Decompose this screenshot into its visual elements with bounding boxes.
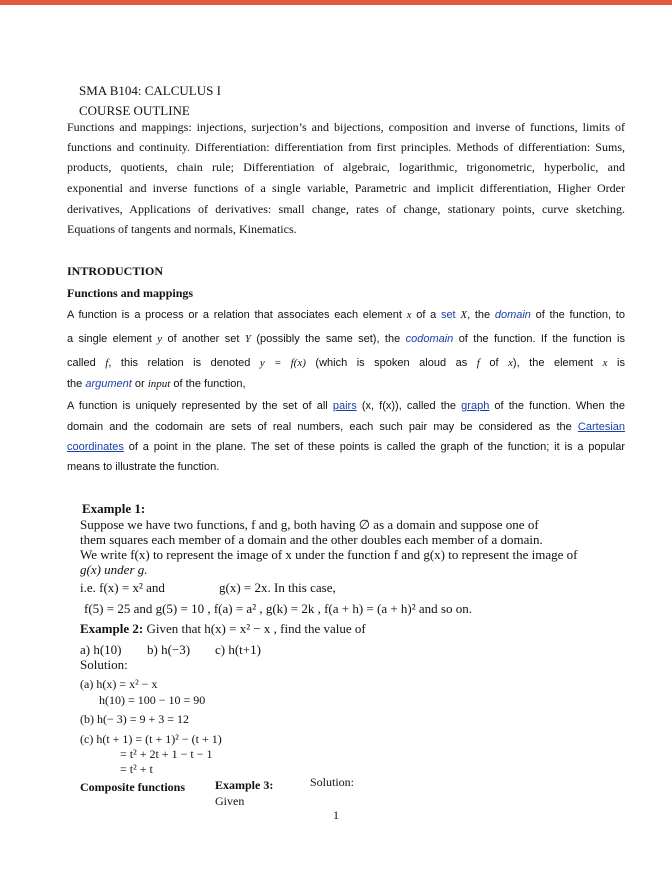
intro-p1-line4: the argument or input of the function, [67, 378, 246, 390]
example2-part-b: b) h(−3) [147, 642, 191, 657]
solution-step: (a) h(x) = x² − x [80, 677, 158, 691]
outline-line: exponential and inverse functions of a single variable, Parametric and implicit differentiation, Higher Order [67, 181, 625, 195]
outline-heading: COURSE OUTLINE [79, 103, 190, 118]
domain-term: domain [494, 309, 531, 321]
example1-title: Example 1: [82, 501, 146, 516]
solution-label: Solution: [80, 657, 128, 672]
example2-title: Example 2: [80, 621, 144, 636]
intro-p1-line2: a single element y of another set Y (possibly the same set), the codomain of the function. If the function is [67, 333, 625, 345]
intro-p1-line3: called f, this relation is denoted y = f(x) (which is spoken aloud as f of x), the element x is [67, 357, 625, 369]
coordinates-link[interactable]: coordinates [67, 441, 124, 453]
example3-solution: Solution: [310, 775, 355, 789]
intro-heading: INTRODUCTION [67, 264, 164, 278]
pairs-link[interactable]: pairs [332, 400, 357, 412]
example3-title: Example 3: [215, 778, 274, 792]
argument-term: argument [85, 378, 132, 390]
outline-line: derivatives, Applications of derivatives: small change, rates of change, stationary points, curve sketching. [67, 202, 625, 216]
example2-header [80, 621, 366, 637]
solution-step: h(10) = 100 − 10 = 90 [99, 693, 206, 707]
example1-line: We write f(x) to represent the image of x under the function f and g(x) to represent the image of [80, 547, 578, 562]
example1-values: f(5) = 25 and g(5) = 10 , f(a) = a² , g(k) = 2k , f(a + h) = (a + h)² and so on. [84, 601, 472, 616]
outline-line: Functions and mappings: injections, surjection’s and bijections, composition and inverse of functions, limits of [67, 120, 625, 134]
intro-p1-line1: A function is a process or a relation that associates each element x of a set X, the domain of the function, to [67, 309, 625, 321]
course-code: SMA B104: CALCULUS I [79, 83, 221, 98]
example3-given: Given [215, 794, 245, 808]
solution-step: (c) h(t + 1) = (t + 1)² − (t + 1) [80, 732, 222, 746]
example1-ie-a: i.e. f(x) = x² and [80, 580, 165, 595]
example2-part-c: c) h(t+1) [215, 642, 261, 657]
intro-p2-line2: domain and the codomain are sets of real numbers, each such pair may be considered as the Cartesian [67, 421, 625, 433]
page-number: 1 [333, 808, 339, 822]
intro-subheading: Functions and mappings [67, 286, 194, 300]
solution-step: = t² + 2t + 1 − t − 1 [120, 747, 213, 761]
graph-link[interactable]: graph [461, 400, 490, 412]
intro-p2-line4: means to illustrate the function. [67, 461, 220, 473]
solution-step: = t² + t [120, 762, 153, 776]
set-link[interactable]: set [440, 309, 456, 321]
example2-part-a: a) h(10) [80, 642, 122, 657]
outline-line: functions and continuity. Differentiation: differentiation from first principles. Methods of differentiation: Sums, [67, 140, 625, 154]
example1-line: Suppose we have two functions, f and g, both having ∅ as a domain and suppose one of [80, 517, 539, 532]
example1-ie-b: g(x) = 2x. In this case, [219, 580, 336, 595]
intro-p2-line1: A function is uniquely represented by the set of all pairs (x, f(x)), called the graph of the function. When the [67, 400, 625, 412]
cartesian-link[interactable]: Cartesian [577, 421, 625, 433]
outline-line: products, quotients, chain rule; Differentiation of algebraic, logarithmic, trigonometric, hyperbolic, and [67, 160, 625, 174]
composite-heading: Composite functions [80, 780, 186, 794]
example1-line: them squares each member of a domain and the other doubles each member of a domain. [80, 532, 543, 547]
solution-step: (b) h(− 3) = 9 + 3 = 12 [80, 712, 190, 726]
example2-prompt: Given that h(x) = x² − x , find the value of [143, 621, 366, 636]
intro-p2-line3: coordinates of a point in the plane. The set of these points is called the graph of the function; it is a popular [67, 441, 625, 453]
outline-line: Equations of tangents and normals, Kinematics. [67, 222, 297, 236]
example1-line: g(x) under g. [80, 562, 148, 577]
codomain-term: codomain [405, 333, 454, 345]
